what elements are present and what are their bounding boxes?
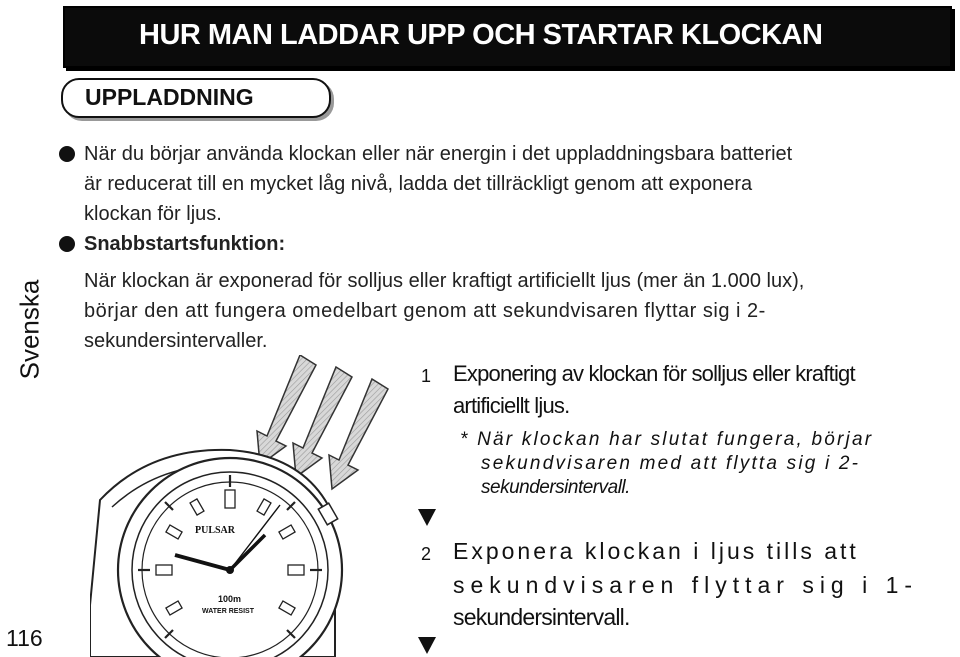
paragraph-line: När klockan är exponerad för solljus eller kraftigt artificiellt ljus (mer än 1.000 lux), — [84, 270, 805, 292]
paragraph-line: är reducerat till en mycket låg nivå, ladda det tillräckligt genom att exponera — [84, 173, 753, 195]
step-line: sekundersintervall. — [453, 604, 630, 630]
language-tab: Svenska — [14, 279, 45, 380]
step-line: sekundvisaren flyttar sig i 1- — [453, 572, 919, 598]
paragraph-line: När du börjar använda klockan eller när energin i det uppladdningsbara batteriet — [84, 143, 793, 165]
page-title: HUR MAN LADDAR UPP OCH STARTAR KLOCKAN — [139, 19, 823, 51]
watch-brand: PULSAR — [195, 525, 236, 536]
note-line: sekundvisaren med att flytta sig i 2- — [481, 453, 861, 474]
paragraph-line: börjar den att fungera omedelbart genom att sekundvisaren flyttar sig i 2- — [84, 300, 766, 322]
paragraph-line: klockan för ljus. — [84, 203, 222, 225]
subheading: Snabbstartsfunktion: — [84, 233, 286, 255]
step-number: 2 — [421, 544, 432, 564]
bullet-icon — [59, 146, 75, 162]
down-arrow-icon — [418, 637, 436, 654]
step-line: Exponera klockan i ljus tills att — [453, 538, 859, 564]
step-line: Exponering av klockan för solljus eller kraftigt — [453, 361, 855, 386]
watch-rating: WATER RESIST — [202, 608, 254, 615]
title-bar — [63, 6, 952, 68]
watch-illustration — [90, 355, 390, 657]
down-arrow-icon — [418, 509, 436, 526]
section-label — [61, 78, 331, 118]
page-number: 116 — [6, 625, 43, 651]
watch-depth: 100m — [218, 594, 242, 604]
bullet-icon — [59, 236, 75, 252]
paragraph-line: sekundersintervaller. — [84, 330, 268, 352]
note-line: * När klockan har slutat fungera, börjar — [460, 429, 874, 450]
note-line: sekundersintervall. — [481, 477, 630, 498]
step-number: 1 — [421, 366, 432, 386]
step-line: artificiellt ljus. — [453, 393, 570, 418]
section-label-text: UPPLADDNING — [85, 84, 254, 110]
